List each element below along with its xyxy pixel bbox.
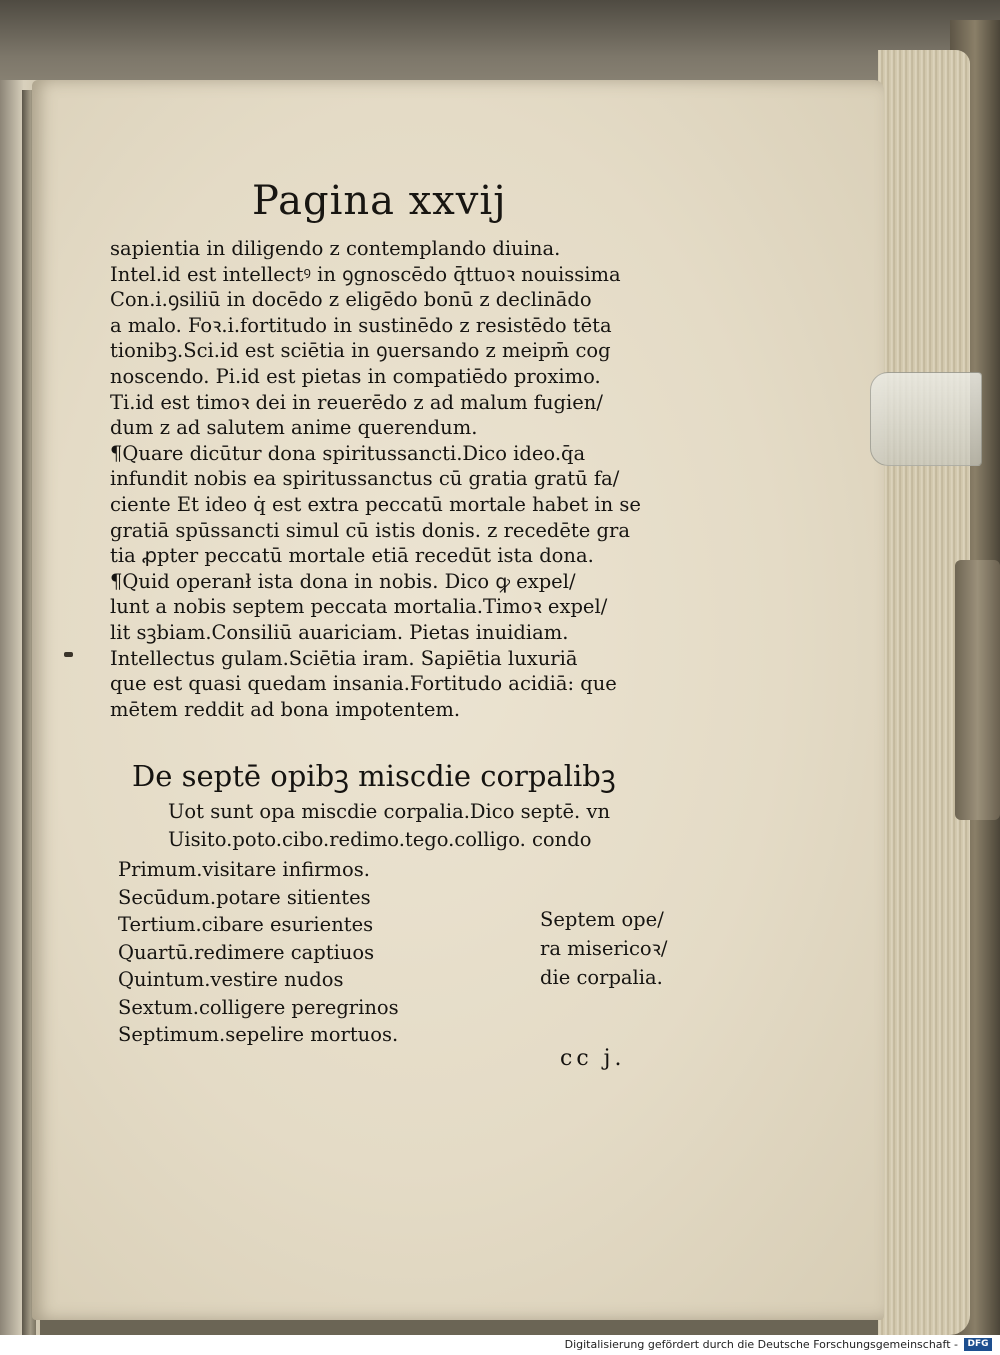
text-line: Uot sunt opa miscdie corpalia.Dico septē. vn bbox=[168, 800, 611, 823]
text-line: Con.i.ꝯsiliū in docēdo z eligēdo bonū z declinādo bbox=[110, 288, 592, 312]
text-line: lit sꝫbiam.Consiliū auariciam. Pietas inuidiam. bbox=[110, 620, 569, 644]
text-line: die corpalia. bbox=[540, 966, 663, 989]
signature-mark: cc j. bbox=[560, 1046, 626, 1071]
digitization-footer bbox=[0, 1335, 1000, 1355]
text-line: Septem ope/ bbox=[540, 908, 664, 931]
text-line: a malo. Foꝛ.i.fortitudo in sustinēdo z resistēdo tēta bbox=[110, 313, 612, 337]
book-clasp bbox=[955, 560, 1000, 820]
text-line: Uisito.poto.cibo.redimo.tego.colligo. condo bbox=[168, 828, 592, 851]
text-line: que est quasi quedam insania.Fortitudo acidiā: que bbox=[110, 672, 617, 696]
text-line: infundit nobis ea spiritussanctus cū gratia gratū fa/ bbox=[110, 467, 620, 491]
text-line: gratiā spūssancti simul cū istis donis. z recedēte gra bbox=[110, 518, 630, 542]
works-of-mercy-list bbox=[118, 856, 399, 1049]
text-line: mētem reddit ad bona impotentem. bbox=[110, 697, 461, 721]
list-item: Secūdum.potare sitientes bbox=[118, 885, 371, 909]
text-line: Intellectus gulam.Sciētia iram. Sapiētia luxuriā bbox=[110, 646, 578, 670]
text-line: Intel.id est intellectꝰ in ꝯgnoscēdo q̄ttuoꝛ nouissima bbox=[110, 262, 621, 286]
body-text bbox=[110, 236, 700, 722]
list-item: Sextum.colligere peregrinos bbox=[118, 995, 399, 1019]
list-item: Primum.visitare infirmos. bbox=[118, 858, 370, 881]
footer-credit: Digitalisierung gefördert durch die Deutsche Forschungsgemeinschaft - bbox=[564, 1338, 958, 1351]
side-note bbox=[540, 905, 667, 992]
section-heading: De septē opibꝫ miscdie corpalibꝫ bbox=[132, 759, 616, 793]
text-line: tionibꝫ.Sci.id est sciētia in ꝯuersando z meipm̄ cog bbox=[110, 339, 611, 363]
text-line: tia ꝓpter peccatū mortale etiā recedūt ista dona. bbox=[110, 544, 594, 568]
margin-mark bbox=[64, 652, 73, 657]
list-item: Septimum.sepelire mortuos. bbox=[118, 1023, 399, 1046]
list-item: Tertium.cibare esurientes bbox=[118, 913, 374, 936]
section-intro bbox=[168, 798, 610, 854]
text-line: ¶Quare dicūtur dona spiritussancti.Dico ideo.q̄a bbox=[110, 441, 586, 465]
text-line: ¶Quid operanł ista dona in nobis. Dico ꝙ expel/ bbox=[110, 569, 576, 593]
text-line: sapientia in diligendo z contemplando diuina. bbox=[110, 237, 561, 260]
text-line: ra misericoꝛ/ bbox=[540, 937, 668, 960]
text-line: lunt a nobis septem peccata mortalia.Timoꝛ expel/ bbox=[110, 595, 608, 619]
text-line: ciente Et ideo q̇ est extra peccatū mortale habet in se bbox=[110, 492, 641, 516]
page-clip-bookmark bbox=[870, 372, 982, 466]
running-head: Pagina xxvij bbox=[252, 178, 507, 224]
list-item: Quartū.redimere captiuos bbox=[118, 940, 375, 964]
text-line: Ti.id est timoꝛ dei in reuerēdo z ad malum fugien/ bbox=[110, 390, 603, 414]
list-item: Quintum.vestire nudos bbox=[118, 968, 344, 991]
text-line: noscendo. Pi.id est pietas in compatiēdo proximo. bbox=[110, 364, 601, 388]
dfg-logo-icon: DFG bbox=[964, 1338, 992, 1351]
text-line: dum z ad salutem anime querendum. bbox=[110, 416, 478, 440]
